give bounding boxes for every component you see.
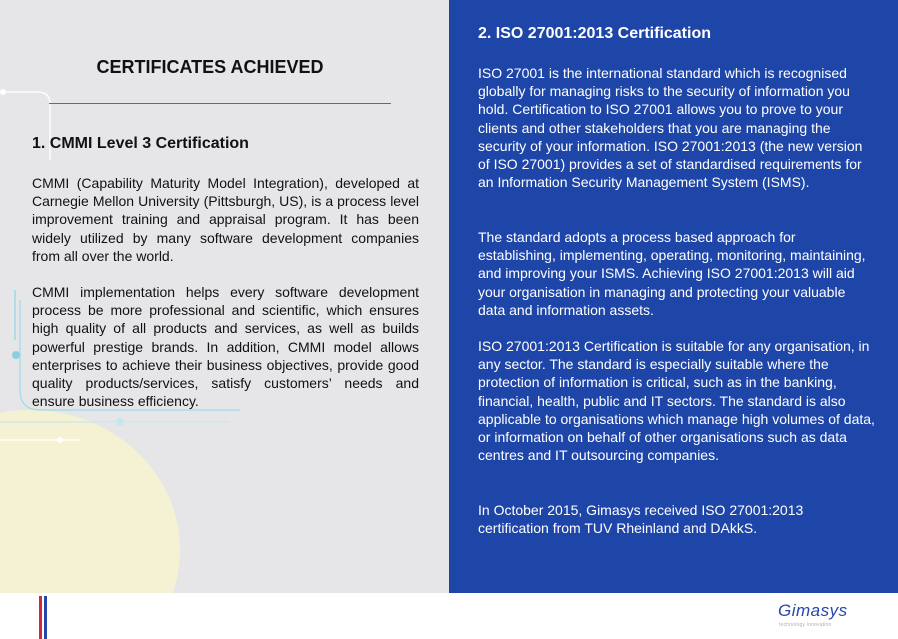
cmmi-paragraph-1: CMMI (Capability Maturity Model Integration), developed at Carnegie Mellon University (Pittsburgh, US), is a process level improvement training and appraisal program. It has been widely utilized by many software development companies from all over the world. xyxy=(32,175,419,264)
logo-tagline: technology innovation xyxy=(779,622,832,628)
cmmi-paragraph-2: CMMI implementation helps every software development process be more professional and scientific, which ensures high quality of all products and services, as well as builds powerful prestige brands. In addition, CMMI model allows enterprises to achieve their business objectives, provide good quality products/services, satisfy customers’ needs and ensure business efficiency. xyxy=(32,284,419,410)
title-divider xyxy=(49,103,391,104)
iso-paragraph-1: ISO 27001 is the international standard which is recognised globally for managing risks to the security of information you hold. Certification to ISO 27001 allows you to prove to your clients and other stakeholders that you are managing the security of your information. ISO 27001:2013 (the new version of ISO 27001) provides a set of standardised requirements for an Information Security Management System (ISMS). xyxy=(478,65,863,191)
iso-paragraph-2: The standard adopts a process based approach for establishing, implementing, operating, monitoring, maintaining, and improving your ISMS. Achieving ISO 27001:2013 will aid your organisation in managing and protecting your valuable data and information assets. xyxy=(478,229,866,318)
footer-flag-blue xyxy=(44,596,47,639)
decorative-node xyxy=(12,351,20,359)
iso-paragraph-4: In October 2015, Gimasys received ISO 27001:2013 certification from TUV Rheinland and DAkkS. xyxy=(478,502,804,537)
decorative-circle xyxy=(0,410,180,593)
page-title: CERTIFICATES ACHIEVED xyxy=(96,57,324,77)
gimasys-logo: Gimasys xyxy=(778,601,848,620)
iso-paragraph-3: ISO 27001:2013 Certification is suitable for any organisation, in any sector. The standard is especially suitable where the protection of information is critical, such as in the banking, financial, health, public and IT sectors. The standard is also applicable to organisations which manage high volumes of data, or information on behalf of other organisations such as data centres and IT outsourcing companies. xyxy=(478,338,875,464)
cmmi-heading: 1. CMMI Level 3 Certification xyxy=(32,135,249,152)
iso-heading: 2. ISO 27001:2013 Certification xyxy=(478,25,711,42)
footer xyxy=(0,593,898,639)
